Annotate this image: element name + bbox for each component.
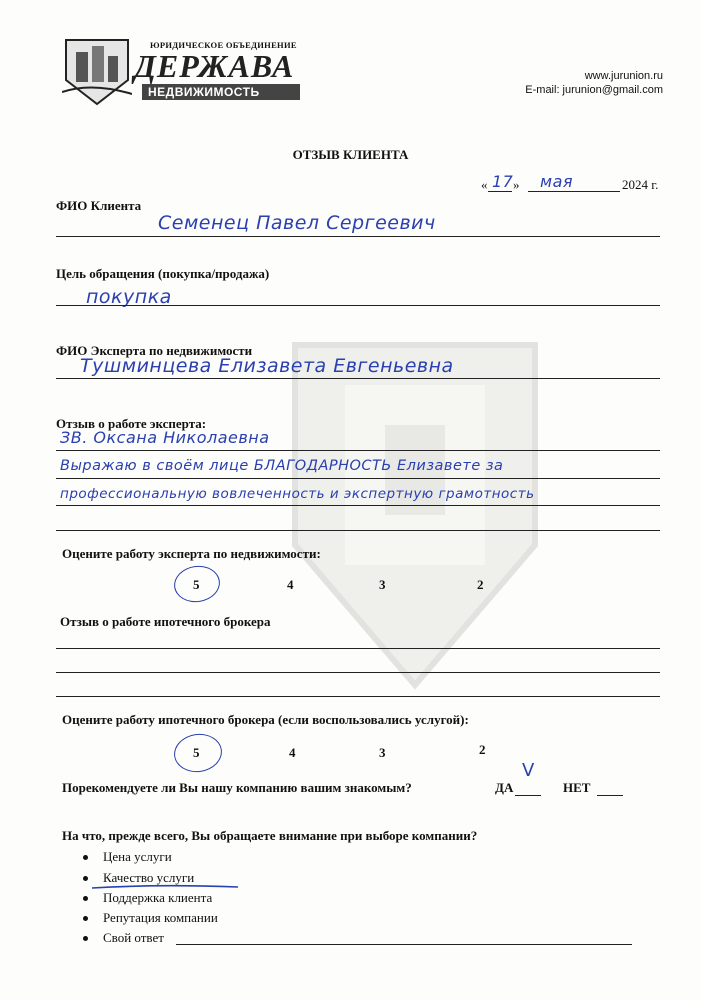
feedback-line-3: профессиональную вовлеченность и экспертную грамотность — [60, 486, 535, 502]
broker-rule-3 — [56, 696, 660, 697]
expert-rating-4[interactable]: 4 — [287, 577, 294, 592]
broker-rating-label: Оцените работу ипотечного брокера (если воспользовались услугой): — [62, 712, 469, 727]
feedback-line-2: Выражаю в своём лице БЛАГОДАРНОСТЬ Елизавете за — [60, 458, 504, 474]
feedback-rule-2 — [56, 478, 660, 479]
logo-block — [50, 36, 320, 106]
expert-rating-label: Оцените работу эксперта по недвижимости: — [62, 546, 321, 561]
yes-label: ДА — [495, 780, 514, 795]
yes-mark: V — [522, 760, 535, 781]
option-own-answer[interactable]: Свой ответ — [103, 930, 164, 945]
date-month-line — [528, 191, 620, 192]
brand-name: ДЕРЖАВА — [134, 48, 295, 84]
no-label: НЕТ — [563, 780, 591, 795]
feedback-label: Отзыв о работе эксперта: — [56, 416, 207, 431]
org-line: ЮРИДИЧЕСКОЕ ОБЪЕДИНЕНИЕ — [150, 40, 297, 50]
purpose-label: Цель обращения (покупка/продажа) — [56, 266, 270, 281]
option-price[interactable]: Цена услуги — [103, 849, 172, 864]
date-year: 2024 г. — [622, 177, 659, 192]
purpose-value: покупка — [86, 286, 172, 308]
broker-feedback-label: Отзыв о работе ипотечного брокера — [60, 614, 271, 629]
date-close-quote: » — [513, 177, 520, 192]
option-bullet-4 — [83, 916, 88, 921]
broker-rule-1 — [56, 648, 660, 649]
option-bullet-5 — [83, 936, 88, 941]
option-support[interactable]: Поддержка клиента — [103, 890, 213, 905]
client-line — [56, 236, 660, 237]
form-title: ОТЗЫВ КЛИЕНТА — [292, 147, 409, 162]
broker-rating-2[interactable]: 2 — [479, 742, 486, 757]
yes-line[interactable] — [515, 795, 541, 796]
option-reputation[interactable]: Репутация компании — [103, 910, 218, 925]
no-line[interactable] — [597, 795, 623, 796]
client-label: ФИО Клиента — [56, 198, 142, 213]
option-quality[interactable]: Качество услуги — [103, 870, 195, 885]
feedback-rule-1 — [56, 450, 660, 451]
recommend-label: Порекомендуете ли Вы нашу компанию вашим знакомым? — [62, 780, 412, 795]
client-value: Семенец Павел Сергеевич — [158, 212, 436, 234]
expert-value: Тушминцева Елизавета Евгеньевна — [80, 355, 454, 377]
own-answer-line[interactable] — [176, 944, 632, 945]
feedback-rule-4 — [56, 530, 660, 531]
feedback-line-1: ЗВ. Оксана Николаевна — [60, 428, 270, 447]
date-day: 17 — [492, 172, 514, 191]
option-bullet-2 — [83, 876, 88, 881]
broker-rule-2 — [56, 672, 660, 673]
option-bullet-3 — [83, 896, 88, 901]
date-day-line — [488, 191, 512, 192]
expert-rating-2[interactable]: 2 — [477, 577, 484, 592]
feedback-rule-3 — [56, 505, 660, 506]
broker-rating-3[interactable]: 3 — [379, 745, 386, 760]
expert-rating-5[interactable]: 5 — [193, 577, 200, 592]
expert-label: ФИО Эксперта по недвижимости — [56, 343, 253, 358]
broker-rating-5[interactable]: 5 — [193, 745, 200, 760]
date-open-quote: « — [481, 177, 488, 192]
expert-line — [56, 378, 660, 379]
website: www.jurunion.ru — [584, 70, 663, 82]
date-month: мая — [540, 172, 573, 191]
broker-rating-4[interactable]: 4 — [289, 745, 296, 760]
logo-shield-icon — [62, 36, 132, 106]
option-bullet-1 — [83, 855, 88, 860]
sub-brand: НЕДВИЖИМОСТЬ — [142, 84, 300, 100]
purpose-line — [56, 305, 660, 306]
watermark-emblem — [285, 335, 545, 695]
attention-label: На что, прежде всего, Вы обращаете внимание при выборе компании? — [62, 828, 478, 843]
expert-rating-3[interactable]: 3 — [379, 577, 386, 592]
email: E-mail: jurunion@gmail.com — [525, 84, 663, 96]
